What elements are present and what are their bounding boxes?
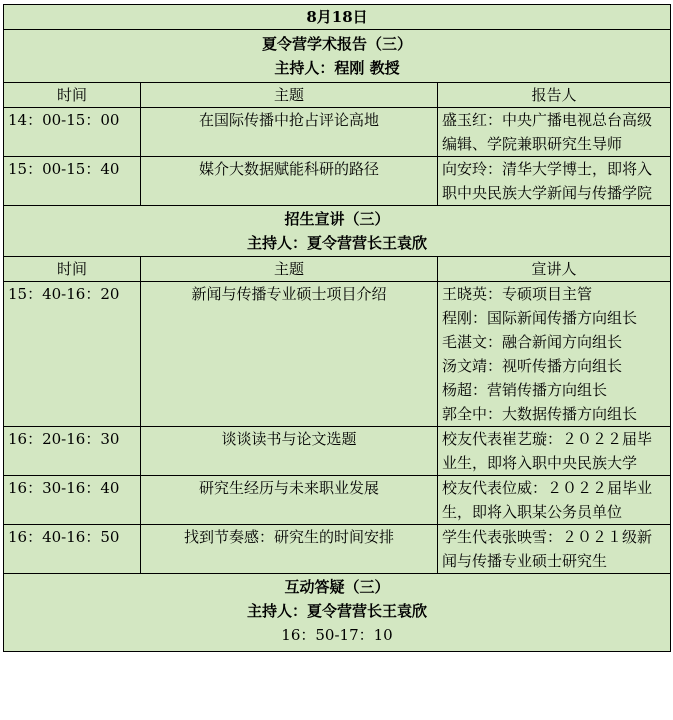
row-time: 15：00-15：40	[4, 157, 141, 206]
table-row	[4, 282, 671, 427]
section3-host: 主持人：夏令营营长王袁欣	[246, 602, 427, 620]
table-row	[4, 108, 671, 157]
row-time: 15：40-16：20	[4, 282, 141, 427]
section2-title: 招生宣讲（三）	[284, 210, 390, 228]
presenter-line: 王晓英：专硕项目主管	[442, 285, 593, 303]
row-time: 16：30-16：40	[4, 476, 141, 525]
section1-header-row	[4, 30, 671, 83]
table-row	[4, 157, 671, 206]
presenter-line: 毛湛文：融合新闻方向组长	[442, 333, 623, 351]
column-header-speaker: 报告人	[438, 83, 671, 108]
date-cell: 8月18日	[4, 5, 671, 30]
section1-title: 夏令营学术报告（三）	[261, 35, 412, 53]
schedule-table	[3, 4, 671, 652]
row-topic: 媒介大数据赋能科研的路径	[141, 157, 438, 206]
section3-row	[4, 574, 671, 652]
column-header-topic: 主题	[141, 83, 438, 108]
section3-title: 互动答疑（三）	[284, 578, 390, 596]
section1-host: 主持人：程刚 教授	[274, 59, 400, 77]
presenter-line: 程刚：国际新闻传播方向组长	[442, 309, 638, 327]
row-topic: 研究生经历与未来职业发展	[141, 476, 438, 525]
row-presenters: 校友代表位威：２０２２届毕业生，即将入职某公务员单位	[438, 476, 671, 525]
column-header-time: 时间	[4, 83, 141, 108]
presenter-line: 汤文靖：视听传播方向组长	[442, 357, 623, 375]
column-header-presenter: 宣讲人	[438, 257, 671, 282]
section1-header	[4, 30, 671, 83]
row-topic: 找到节奏感：研究生的时间安排	[141, 525, 438, 574]
row-time: 16：20-16：30	[4, 427, 141, 476]
column-header-time: 时间	[4, 257, 141, 282]
row-topic: 在国际传播中抢占评论高地	[141, 108, 438, 157]
date-row	[4, 5, 671, 30]
section2-host: 主持人：夏令营营长王袁欣	[246, 234, 427, 252]
row-presenters	[438, 282, 671, 427]
column-header-topic: 主题	[141, 257, 438, 282]
section2-header-row	[4, 206, 671, 257]
row-topic: 谈谈读书与论文选题	[141, 427, 438, 476]
table-row	[4, 476, 671, 525]
table-row	[4, 525, 671, 574]
presenter-line: 郭全中：大数据传播方向组长	[442, 405, 638, 423]
table-row	[4, 427, 671, 476]
section1-column-headers	[4, 83, 671, 108]
row-time: 14：00-15：00	[4, 108, 141, 157]
row-topic: 新闻与传播专业硕士项目介绍	[141, 282, 438, 427]
row-presenters: 学生代表张映雪：２０２１级新闻与传播专业硕士研究生	[438, 525, 671, 574]
section3-cell	[4, 574, 671, 652]
row-time: 16：40-16：50	[4, 525, 141, 574]
row-presenters: 校友代表崔艺璇：２０２２届毕业生，即将入职中央民族大学	[438, 427, 671, 476]
row-speaker: 向安玲：清华大学博士，即将入职中央民族大学新闻与传播学院	[438, 157, 671, 206]
section2-header	[4, 206, 671, 257]
section3-time: 16：50-17：10	[281, 626, 393, 644]
row-speaker: 盛玉红：中央广播电视总台高级编辑、学院兼职研究生导师	[438, 108, 671, 157]
presenter-line: 杨超：营销传播方向组长	[442, 381, 608, 399]
section2-column-headers	[4, 257, 671, 282]
